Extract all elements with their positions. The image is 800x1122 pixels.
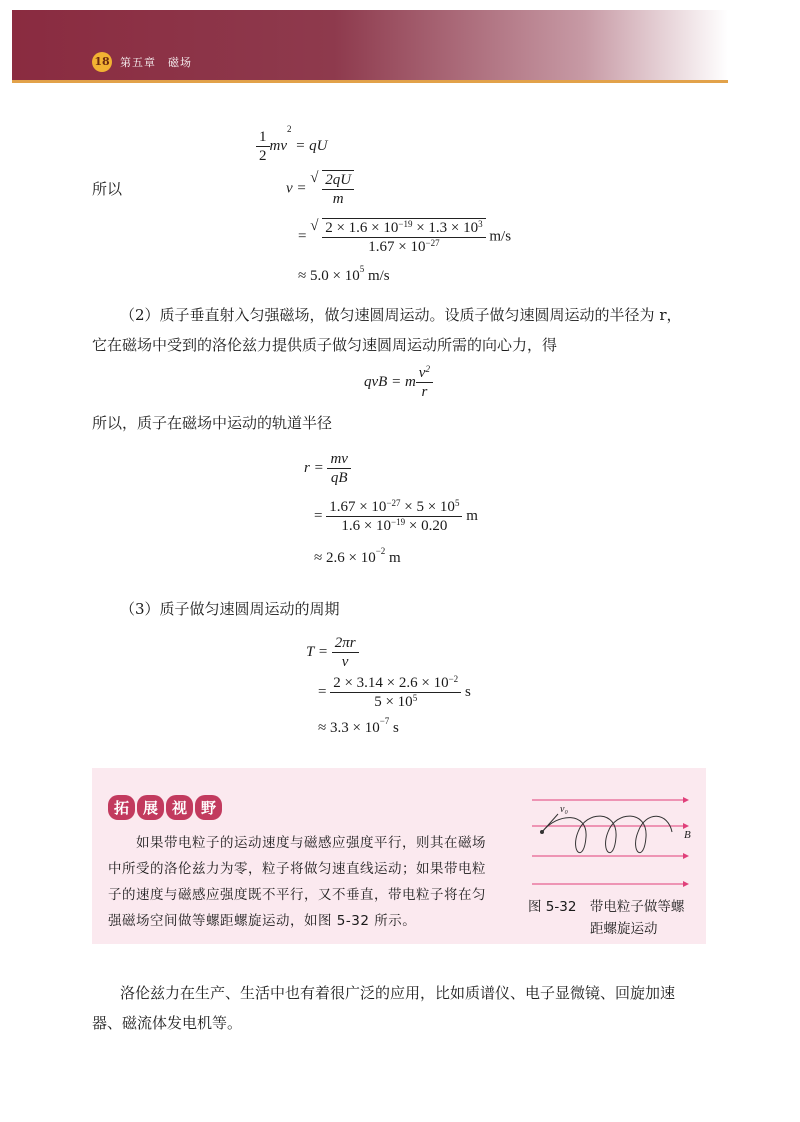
figure-caption: 图 5-32 带电粒子做等螺 距螺旋运动 xyxy=(528,899,685,937)
particle-dot xyxy=(540,830,544,834)
paragraph-applications: 洛伦兹力在生产、生活中也有着很广泛的应用，比如质谱仪、电子显微镜、回旋加速 器、磁流体发电机等。 xyxy=(92,984,676,1032)
paragraph-part2: （2）质子垂直射入匀强磁场，做匀速圆周运动。设质子做匀速圆周运动的半径为 r， 它在磁场中受到的洛伦兹力提供质子做匀速圆周运动所需的向心力，得 xyxy=(92,306,682,354)
equation-T-numeric: = $\frac{2 \times 3.14 \times 2.6 \times 10^{-2}}{5 \times 10^5}$ s xyxy=(318,674,471,710)
title-char-4: 野 xyxy=(195,795,222,820)
chapter-title: 第五章 磁场 xyxy=(120,56,192,69)
equation-v-sqrt: v = √ $\frac{2qU}{m}$ xyxy=(286,170,354,208)
equation-r-result: ≈ $2.6 \times 10^{-2}$ m xyxy=(314,546,401,566)
title-char-1: 拓 xyxy=(108,795,135,820)
title-char-2: 展 xyxy=(137,795,164,820)
header-divider xyxy=(12,80,728,83)
equation-T: T = $\frac{2\pi r}{v}$ xyxy=(306,634,359,671)
equation-energy: $\frac{1}{2}$ $mv^2$ = qU xyxy=(256,128,327,165)
label-suoyi: 所以 xyxy=(92,180,123,198)
helix-path xyxy=(542,816,672,853)
equation-v-numeric: = √ $\frac{2 \times 1.6 \times 10^{-19} \times 1.3 \times 10^3}{1.67 \times 10^{-27}}$ m/s xyxy=(298,218,512,255)
equation-lorentz-centripetal: qvB = m $\frac{v^2}{r}$ xyxy=(364,364,433,401)
equation-r-numeric: = $\frac{1.67 \times 10^{-27} \times 5 \times 10^5}{1.6 \times 10^{-19} \times 0.20}$ m xyxy=(314,498,478,534)
paragraph-part3: （3）质子做匀速圆周运动的周期 xyxy=(120,600,340,618)
extension-box-title xyxy=(108,795,224,820)
paragraph-radius-intro: 所以，质子在磁场中运动的轨道半径 xyxy=(92,414,333,432)
equation-v-result: ≈ $5.0 \times 10^5$ m/s xyxy=(298,264,390,284)
label-B: B xyxy=(684,829,691,841)
equation-T-result: ≈ $3.3 \times 10^{-7}$ s xyxy=(318,716,399,736)
equation-r: r = $\frac{mv}{qB}$ xyxy=(304,450,351,487)
extension-box-text: 如果带电粒子的运动速度与磁感应强度平行，则其在磁场 中所受的洛伦兹力为零，粒子将做匀速直线运动；如果带电粒 子的速度与磁感应强度既不平行，又不垂直，带电粒子将在匀 强磁场空间做等螺距螺旋运动，如图 5-32 所示。 xyxy=(108,835,486,929)
title-char-3: 视 xyxy=(166,795,193,820)
label-v0: v₀ xyxy=(560,804,568,815)
page-number: 18 xyxy=(92,52,112,72)
helical-motion-figure xyxy=(528,792,698,892)
